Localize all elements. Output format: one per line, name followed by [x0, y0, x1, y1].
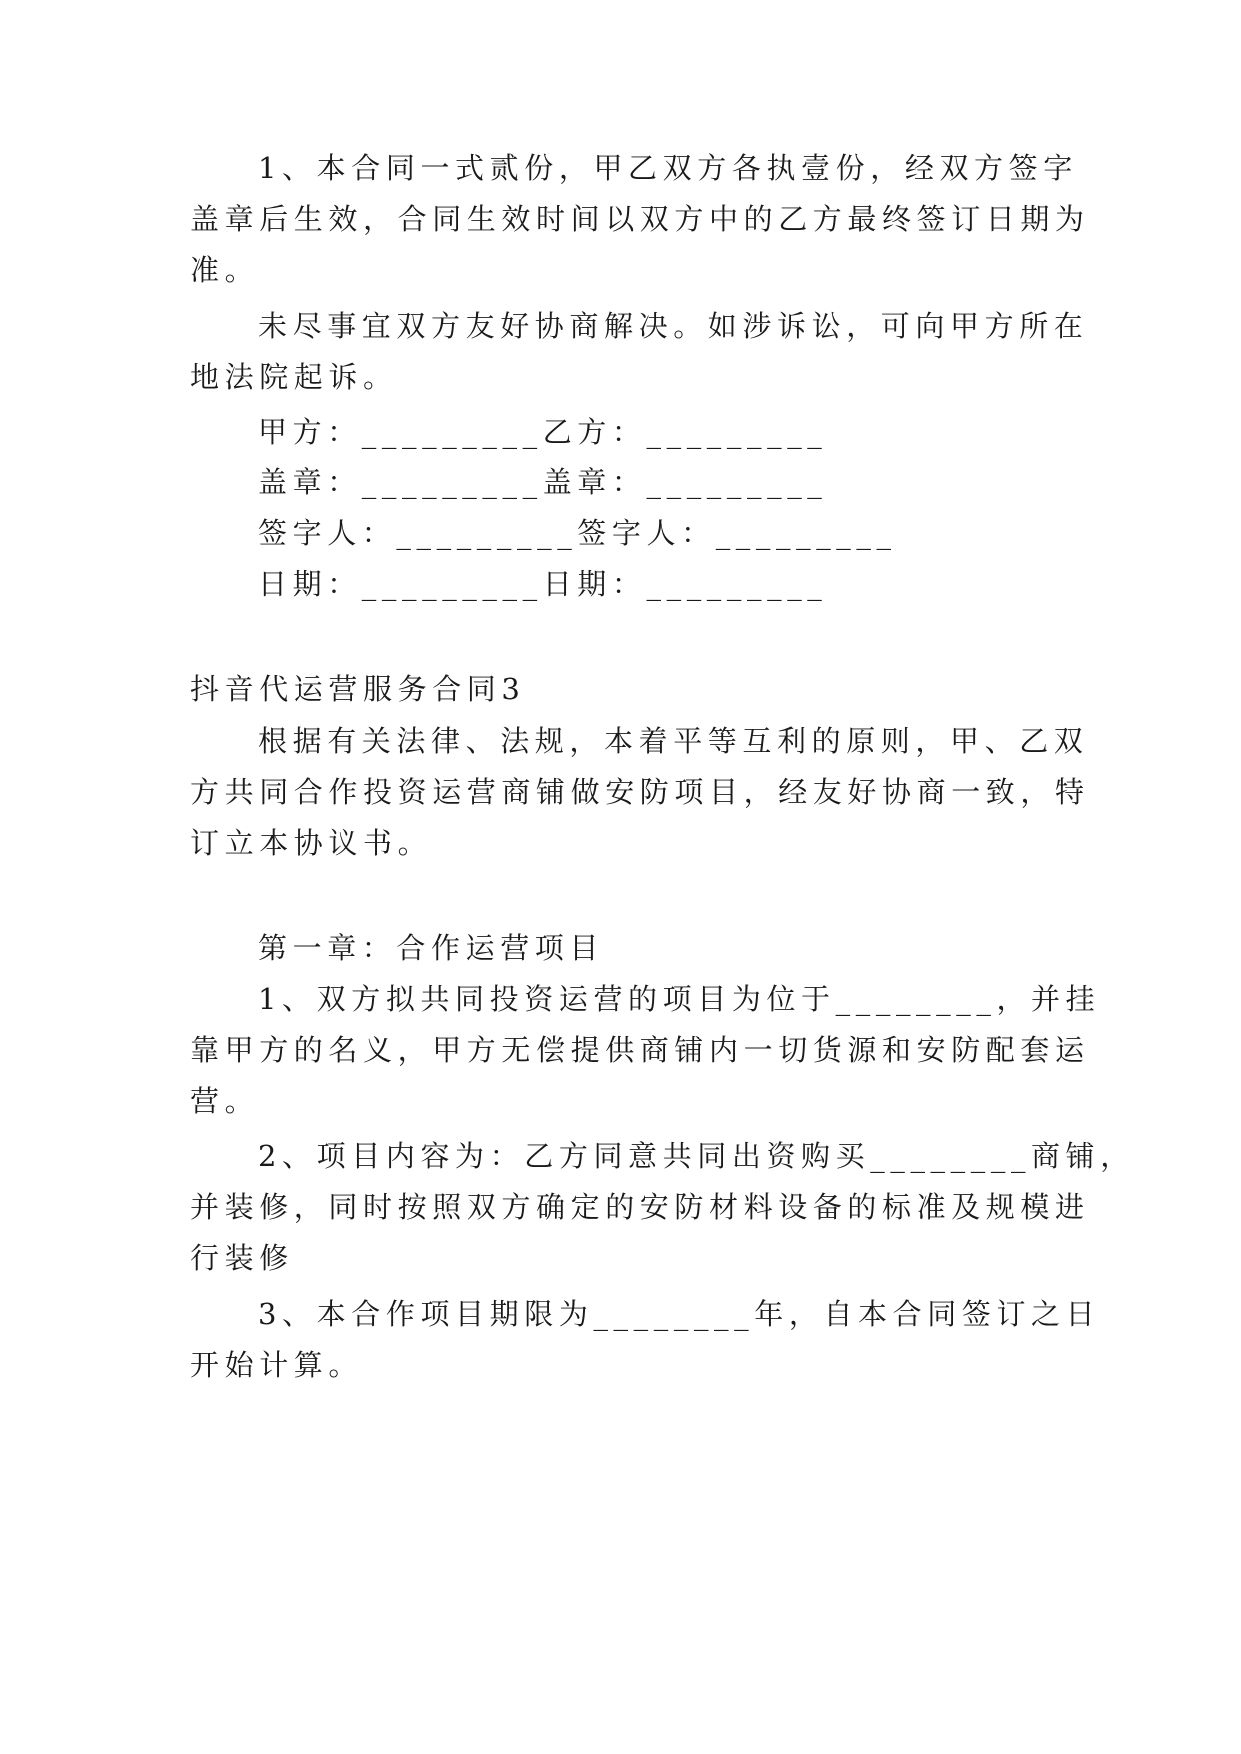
clause-1-line-2: 盖章后生效，合同生效时间以双方中的乙方最终签订日期为 [190, 202, 1090, 236]
contract-3-intro-line-3: 订立本协议书。 [190, 826, 433, 860]
chapter-1-item-2-line-1: 2、项目内容为：乙方同意共同出资购买________商铺， [258, 1139, 1135, 1173]
contract-3-title: 抖音代运营服务合同3 [190, 672, 526, 706]
clause-1-line-3: 准。 [190, 253, 260, 287]
signature-seal-row: 盖章：_________盖章：_________ [258, 465, 828, 499]
clause-other-line-2: 地法院起诉。 [190, 360, 398, 394]
signature-party-row: 甲方：_________乙方：_________ [258, 415, 828, 449]
chapter-1-item-2-line-3: 行装修 [190, 1241, 294, 1275]
clause-1-line-1: 1、本合同一式贰份，甲乙双方各执壹份，经双方签字 [258, 151, 1078, 185]
chapter-1-item-1-line-1: 1、双方拟共同投资运营的项目为位于________，并挂 [258, 982, 1101, 1016]
chapter-1-item-1-line-2: 靠甲方的名义，甲方无偿提供商铺内一切货源和安防配套运 [190, 1033, 1090, 1067]
chapter-1-heading: 第一章：合作运营项目 [258, 931, 605, 965]
chapter-1-item-2-line-2: 并装修，同时按照双方确定的安防材料设备的标准及规模进 [190, 1190, 1090, 1224]
signature-signer-row: 签字人：_________签字人：_________ [258, 516, 897, 550]
chapter-1-item-3-line-1: 3、本合作项目期限为________年，自本合同签订之日 [258, 1297, 1101, 1331]
signature-date-row: 日期：_________日期：_________ [258, 567, 828, 601]
contract-3-intro-line-2: 方共同合作投资运营商铺做安防项目，经友好协商一致，特 [190, 775, 1090, 809]
clause-other-line-1: 未尽事宜双方友好协商解决。如涉诉讼，可向甲方所在 [258, 309, 1089, 343]
chapter-1-item-3-line-2: 开始计算。 [190, 1348, 364, 1382]
contract-3-intro-line-1: 根据有关法律、法规，本着平等互利的原则，甲、乙双 [258, 724, 1089, 758]
chapter-1-item-1-line-3: 营。 [190, 1084, 260, 1118]
